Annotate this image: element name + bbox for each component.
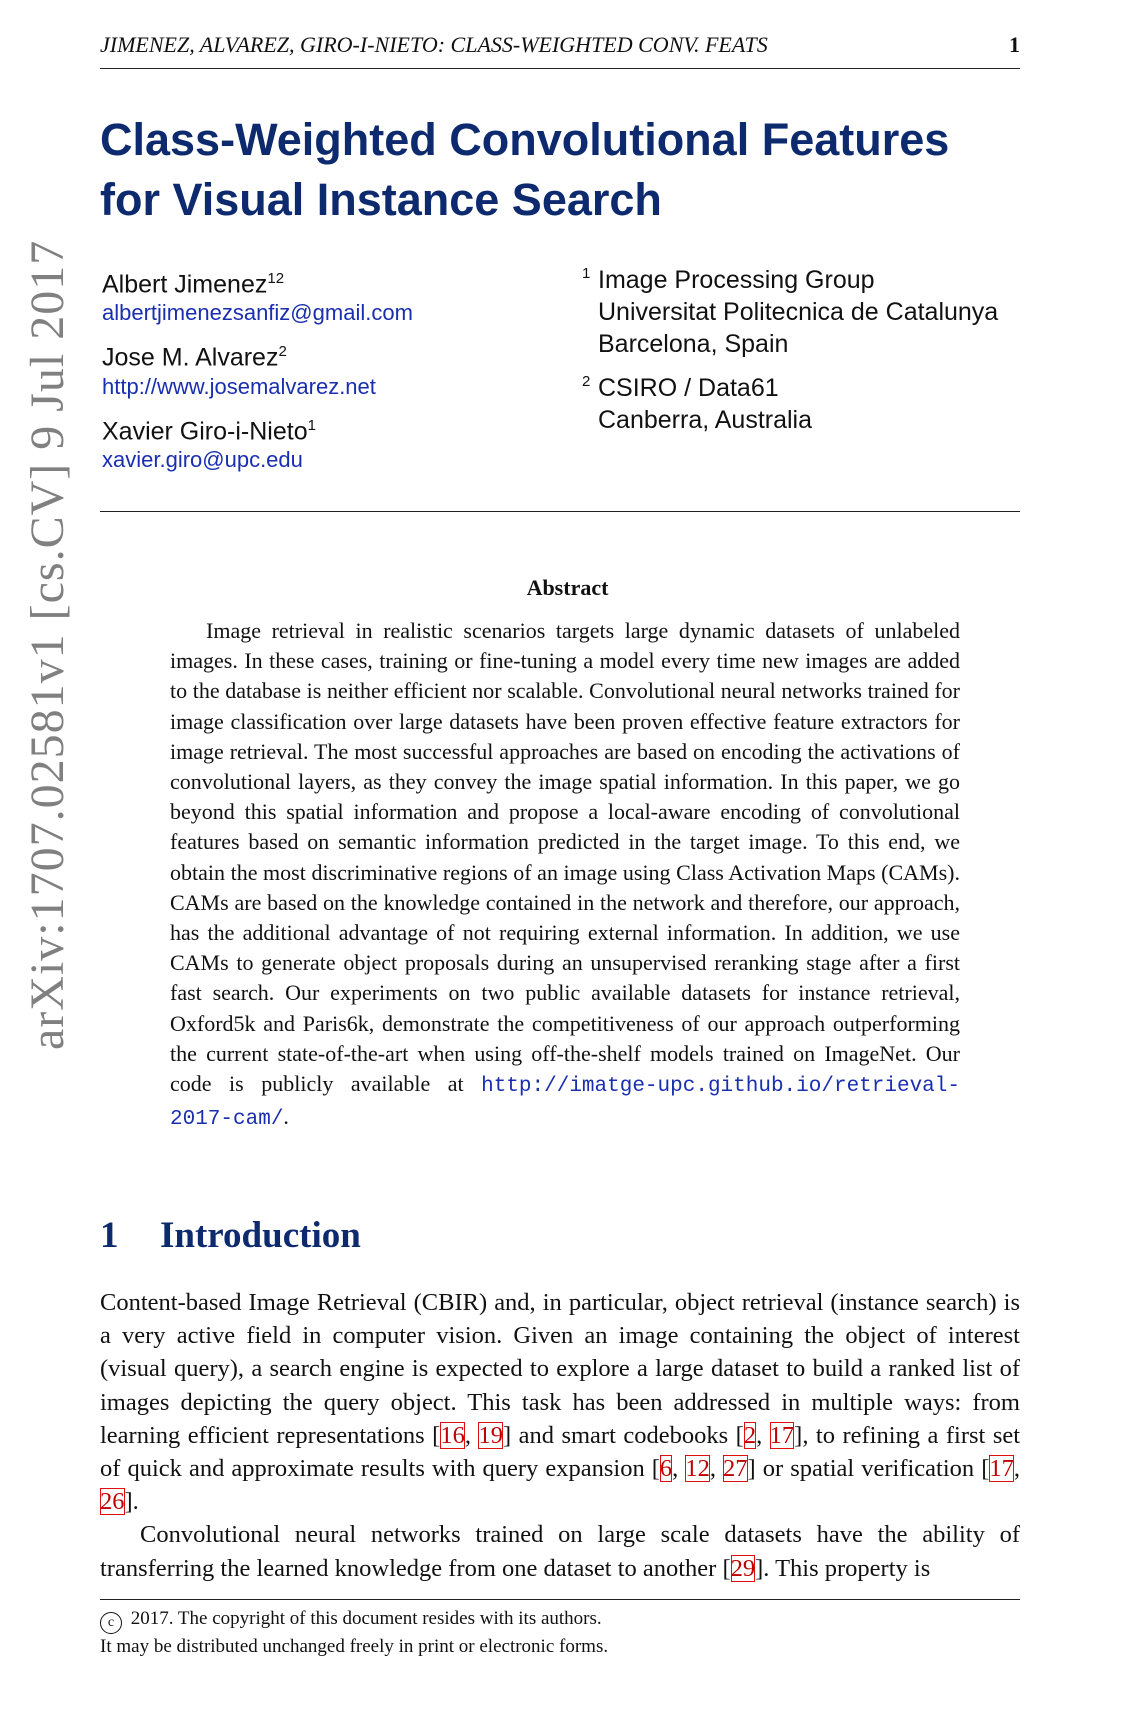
citation-link[interactable]: 26: [100, 1488, 125, 1516]
copyright-footer: c 2017. The copyright of this document resides with its authors. It may be distributed unchanged freely in print or electronic forms.: [100, 1608, 609, 1657]
code-url-link[interactable]: http://imatge-upc.github.io/retrieval-2017-cam/: [170, 1075, 960, 1132]
author-name: Jose M. Alvarez$^2$: [102, 343, 287, 372]
citation-link[interactable]: 19: [478, 1421, 503, 1449]
copyright-icon: c: [100, 1612, 122, 1634]
introduction-body: [100, 1286, 1020, 1585]
paper-title-line1: Class-Weighted Convolutional Features: [100, 114, 950, 165]
citation-link[interactable]: 6: [659, 1455, 673, 1483]
citation-link[interactable]: 12: [685, 1455, 710, 1483]
author-email-link[interactable]: albertjimenezsanfiz@gmail.com: [102, 300, 413, 326]
author-website-link[interactable]: http://www.josemalvarez.net: [102, 373, 376, 399]
abstract-body: Image retrieval in realistic scenarios targets large dynamic datasets of unlabeled images. In these cases, training or fine-tuning a model every time new images are added to the database is neither efficient nor scalable. Convolutional neural networks trained for image classification over large datasets have been proven effective feature extractors for image retrieval. The most successful approaches are based on encoding the activations of convolutional layers, as they convey the image spatial information. In this paper, we go beyond this spatial information and propose a local-aware encoding of convolutional features based on semantic information predicted in the target image. To this end, we obtain the most discriminative regions of an image using Class Activation Maps (CAMs). CAMs are based on the knowledge contained in the network and therefore, our approach, has the additional advantage of not requiring external information. In addition, we use CAMs to generate object proposals during an unsupervised reranking stage after a first fast search. Our experiments on two public available datasets for instance retrieval, Oxford5k and Paris6k, demonstrate the competitiveness of our approach outperforming the current state-of-the-art when using off-the-shelf models trained on ImageNet. Our code is publicly available at http://imatge-upc.github.io/retrieval-2017-cam/.: [170, 618, 960, 1132]
paper-title-line2: for Visual Instance Search: [100, 174, 662, 225]
page-number: 1: [1009, 32, 1020, 57]
abstract-heading: Abstract: [526, 575, 609, 600]
running-title: JIMENEZ, ALVAREZ, GIRO-I-NIETO: CLASS-WEIGHTED CONV. FEATS: [100, 32, 768, 57]
author-name: Albert Jimenez$^{12}$: [102, 270, 285, 299]
citation-link[interactable]: 16: [440, 1421, 465, 1449]
citation-link[interactable]: 29: [730, 1554, 756, 1582]
citation-link[interactable]: 17: [989, 1455, 1014, 1483]
running-header: [100, 28, 1020, 69]
footer-divider: [100, 1599, 1020, 1600]
affiliation: 2 CSIRO / Data61 Canberra, Australia: [582, 373, 813, 434]
section-heading: 1 Introduction: [100, 1215, 361, 1256]
paper-title: [100, 110, 1040, 230]
author-name: Xavier Giro-i-Nieto$^1$: [102, 416, 316, 445]
citation-link[interactable]: 27: [723, 1455, 748, 1483]
arxiv-stamp: arXiv:1707.02581v1 [cs.CV] 9 Jul 2017: [21, 239, 74, 1050]
author-list: [102, 264, 552, 484]
affiliation: 1 Image Processing Group Universitat Politecnica de Catalunya Barcelona, Spain: [582, 265, 999, 358]
affiliation-list: [582, 264, 1052, 448]
author-email-link[interactable]: xavier.giro@upc.edu: [102, 446, 303, 472]
paragraph: Convolutional neural networks trained on large scale datasets have the ability of transferring the learned knowledge from one dataset to another [29]. This property is: [100, 1521, 1020, 1582]
paragraph: Content-based Image Retrieval (CBIR) and, in particular, object retrieval (instance search) is a very active field in computer vision. Given an image containing the object of interest (visual query), a search engine is expected to explore a large dataset to build a ranked list of images depicting the query object. This task has been addressed in multiple ways: from learning efficient representations [16, 19] and smart codebooks [2, 17], to refining a first set of quick and approximate results with query expansion [6, 12, 27] or spatial verification [17, 26].: [100, 1289, 1021, 1516]
citation-link[interactable]: 2: [743, 1421, 757, 1449]
citation-link[interactable]: 17: [769, 1421, 795, 1449]
title-divider: [100, 511, 1020, 512]
